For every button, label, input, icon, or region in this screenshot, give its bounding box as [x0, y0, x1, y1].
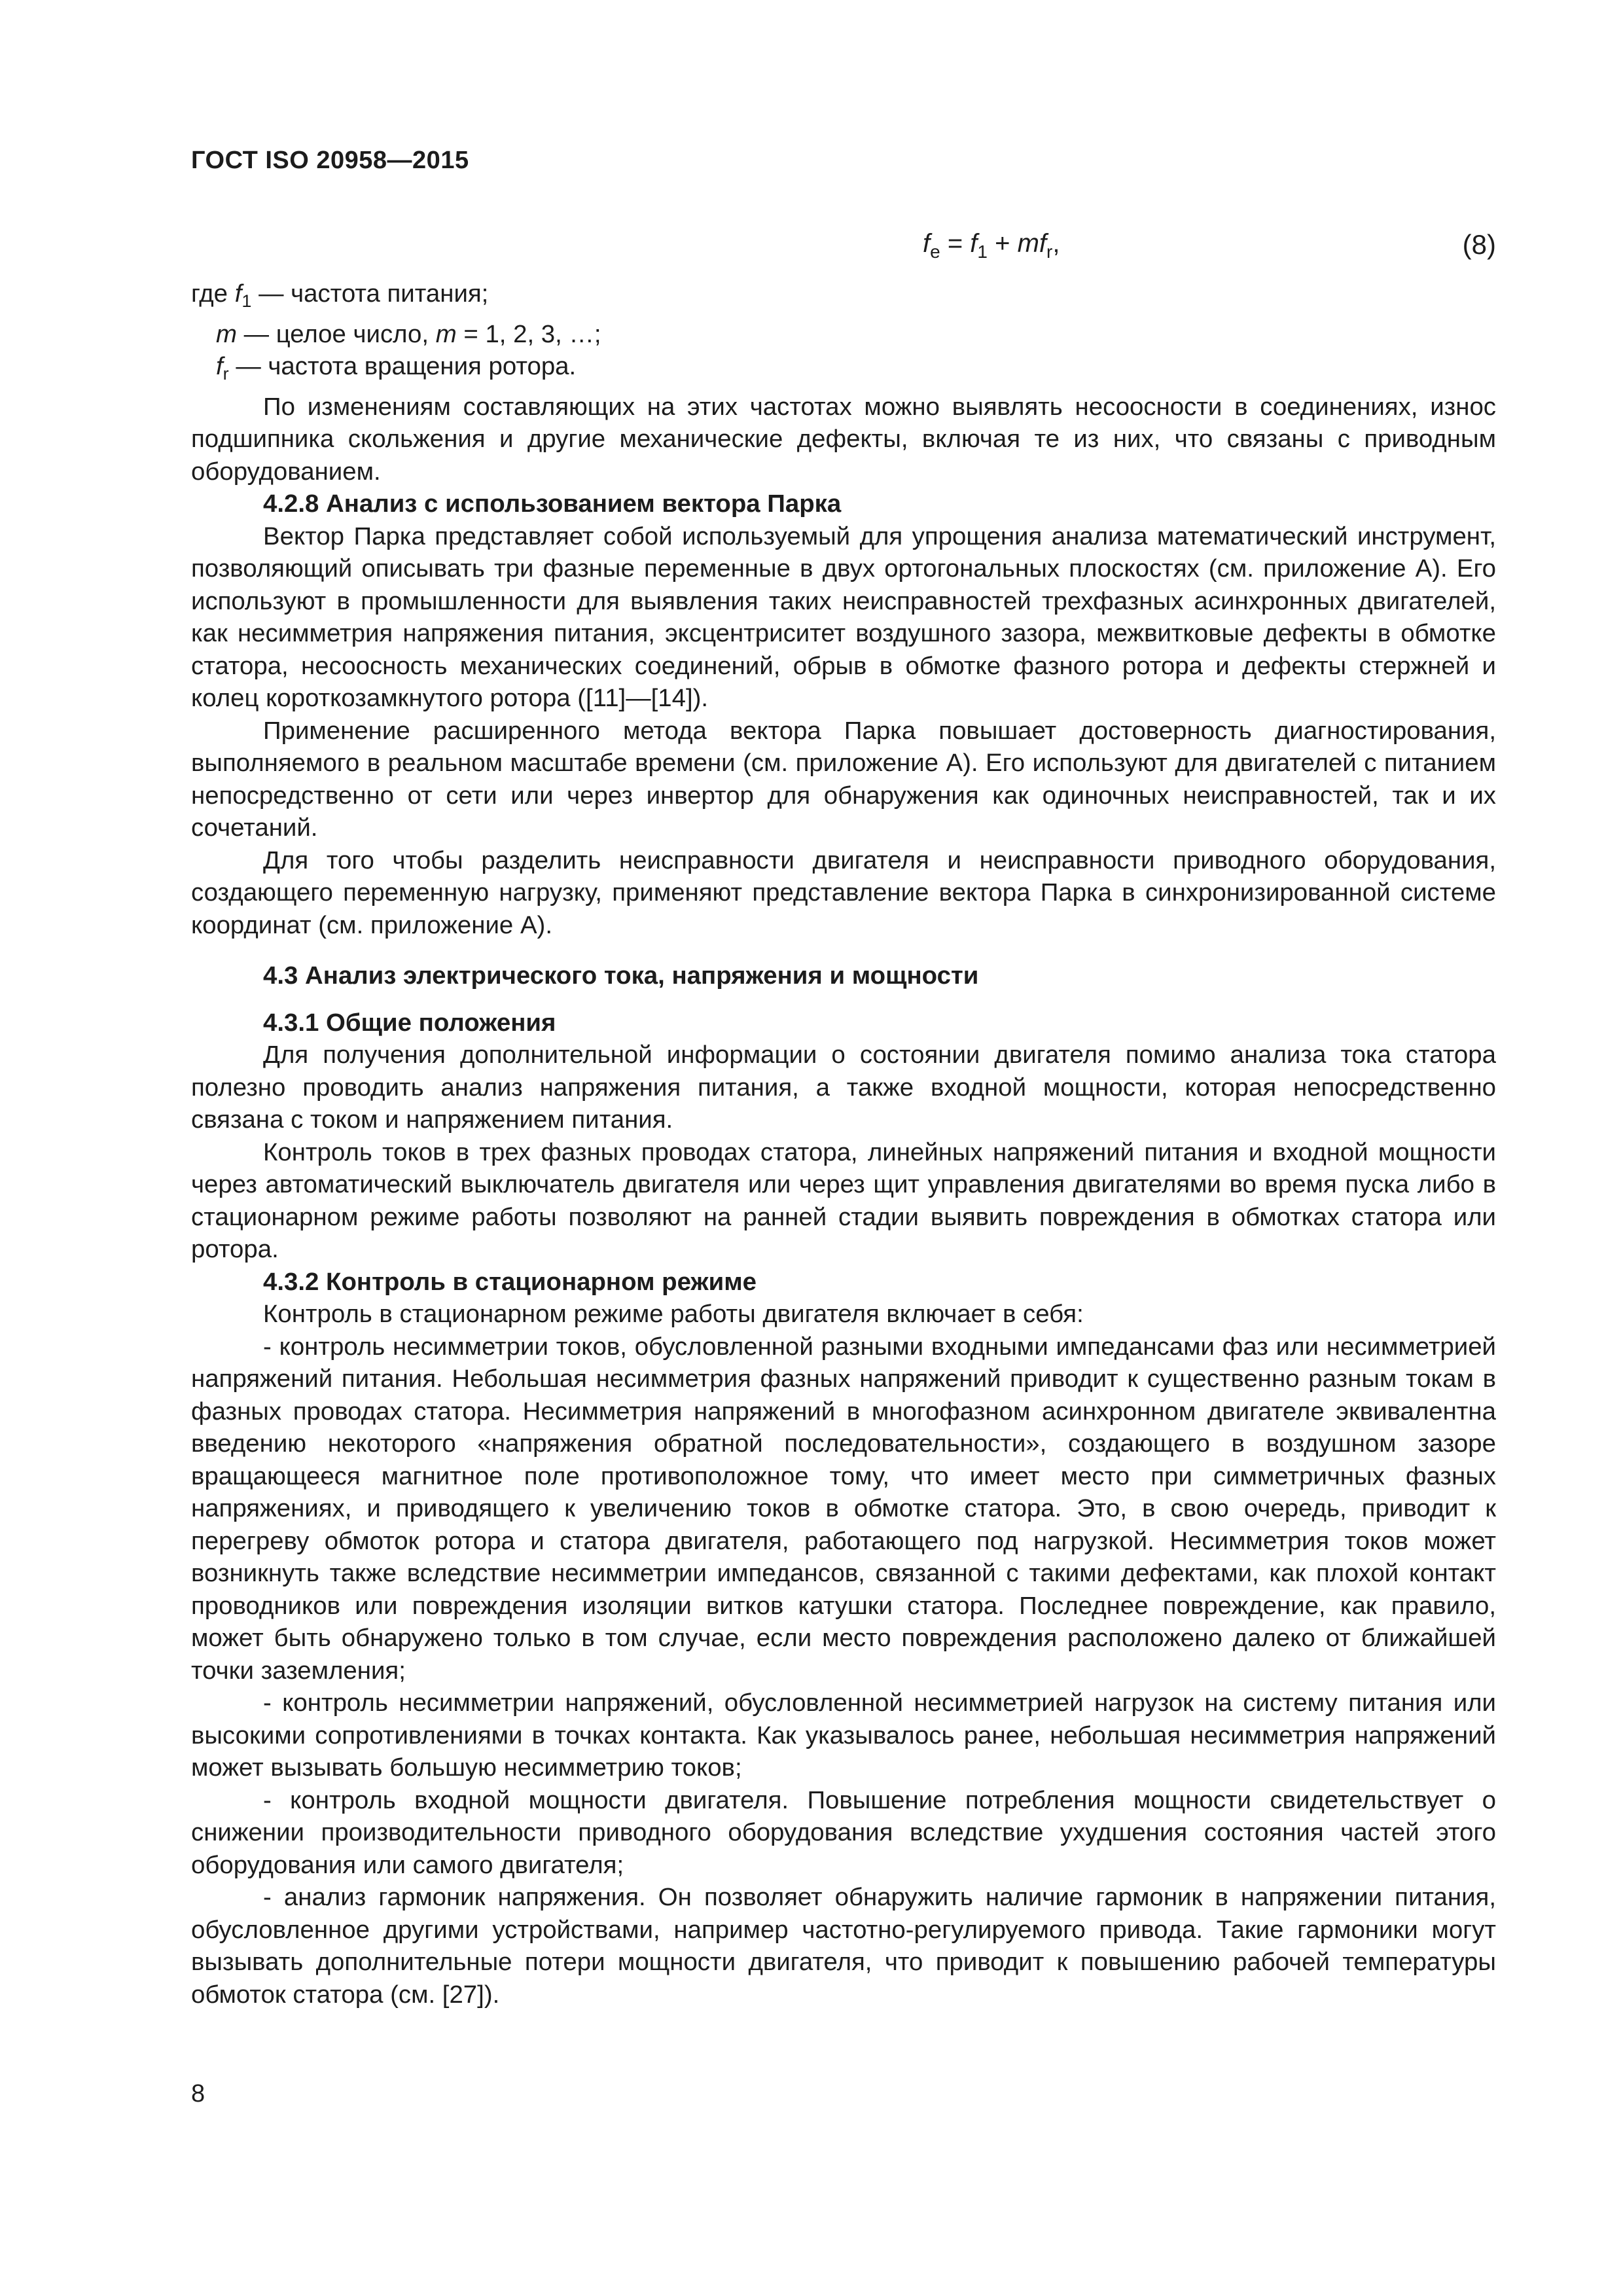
formula-f-1: f	[970, 229, 978, 258]
formula-equals: =	[940, 229, 971, 258]
paragraph: Применение расширенного метода вектора Парка повышает достоверность диагностирования, выполняемого в реальном масштабе времени (см. приложение А). Его используют для двигателей с питанием непосредственно от сети или через инвертор для обнаружения как одиночных неисправностей, так и их сочетаний.	[191, 716, 1496, 842]
legend-item-f1	[191, 278, 1496, 318]
formula-expression	[923, 229, 1060, 262]
equation-number: (8)	[1462, 229, 1496, 260]
legend-var-f1: f	[234, 279, 242, 308]
list-item: - контроль входной мощности двигателя. Повышение потребления мощности свидетельствует о снижении производительности приводного оборудования вследствие ухудшения состояния частей этого оборудования или самого двигателя;	[191, 1785, 1496, 1879]
formula-f-r: f	[1039, 229, 1047, 258]
formula-comma: ,	[1052, 229, 1060, 258]
formula-sub-e: e	[930, 242, 940, 262]
legend-var-m2: m	[435, 319, 457, 348]
legend-var-fr: f	[216, 352, 223, 380]
legend-text-f1: — частота питания;	[251, 279, 489, 308]
section-heading-4-3-2: 4.3.2 Контроль в стационарном режиме	[263, 1267, 757, 1296]
formula-m: m	[1017, 229, 1039, 258]
paragraph: Контроль в стационарном режиме работы двигателя включает в себя:	[263, 1300, 1084, 1328]
formula-plus: +	[988, 229, 1018, 258]
legend-sub-1: 1	[241, 291, 252, 311]
legend-mid-m: — целое число,	[236, 319, 436, 348]
section-heading-4-2-8: 4.2.8 Анализ с использованием вектора Парка	[263, 490, 842, 518]
legend-sub-r: r	[223, 364, 229, 384]
list-item: - контроль несимметрии напряжений, обусловленной несимметрией нагрузок на систему питания или высокими сопротивлениями в точках контакта. Как указывалось ранее, небольшая несимметрия напряжений может вызывать большую несимметрию токов;	[191, 1689, 1496, 1782]
paragraph: По изменениям составляющих на этих частотах можно выявлять несоосности в соединениях, износ подшипника скольжения и другие механические дефекты, включая те из них, что связаны с приводным оборудованием.	[191, 392, 1496, 486]
formula-f-e: f	[923, 229, 931, 258]
list-item: - контроль несимметрии токов, обусловленной разными входными импедансами фаз или несимметрией напряжений питания. Небольшая несимметрия фазных напряжений приводит к существенно разным токам в фазных проводах статора. Несимметрия напряжений в многофазном асинхронном двигателе эквивалентна введению некоторого «напряжения обратной последовательности», создающего в воздушном зазоре вращающееся магнитное поле противоположное тому, что имеет место при симметричных фазных напряжениях, и приводящего к увеличению токов в обмотке статора. Это, в свою очередь, приводит к перегреву обмоток ротора и статора двигателя, работающего под нагрузкой. Несимметрия токов может возникнуть также вследствие несимметрии импедансов, связанной с такими дефектами, как плохой контакт проводников или повреждения изоляции витков катушки статора. Последнее повреждение, как правило, может быть обнаружено только в том случае, если место повреждения расположено далеко от ближайшей точки заземления;	[191, 1332, 1496, 1685]
paragraph: Для получения дополнительной информации о состоянии двигателя помимо анализа тока статора полезно проводить анализ напряжения питания, а также входной мощности, которая непосредственно связана с током и напряжением питания.	[191, 1041, 1496, 1134]
legend-text-fr: — частота вращения ротора.	[228, 352, 577, 380]
legend-where: где	[191, 279, 235, 308]
paragraph: Вектор Парка представляет собой используемый для упрощения анализа математический инструмент, позволяющий описывать три фазные переменные в двух ортогональных плоскостях (см. приложение А). Его используют в промышленности для выявления таких неисправностей трехфазных асинхронных двигателей, как несимметрия напряжения питания, эксцентриситет воздушного зазора, межвитковые дефекты в обмотке статора, несоосность механических соединений, обрыв в обмотке фазного ротора и дефекты стержней и колец короткозамкнутого ротора ([11]—[14]).	[191, 522, 1496, 712]
page-number: 8	[191, 2080, 205, 2108]
section-heading-4-3: 4.3 Анализ электрического тока, напряжения и мощности	[263, 961, 979, 990]
document-body	[191, 278, 1496, 2011]
legend-item-m	[191, 318, 1496, 351]
paragraph: Для того чтобы разделить неисправности двигателя и неисправности приводного оборудования, создающего переменную нагрузку, применяют представление вектора Парка в синхронизированной системе координат (см. приложение А).	[191, 846, 1496, 939]
list-item: - анализ гармоник напряжения. Он позволяет обнаружить наличие гармоник в напряжении питания, обусловленное другими устройствами, например частотно-регулируемого привода. Такие гармоники могут вызывать дополнительные потери мощности двигателя, что приводит к повышению рабочей температуры обмоток статора (см. [27]).	[191, 1883, 1496, 2009]
formula-sub-r: r	[1046, 242, 1053, 262]
legend-item-fr	[191, 350, 1496, 391]
formula-sub-1: 1	[977, 242, 988, 262]
formula-8	[191, 229, 1496, 268]
document-header: ГОСТ ISO 20958—2015	[191, 147, 469, 174]
legend-text-m: = 1, 2, 3, …;	[456, 319, 601, 348]
paragraph: Контроль токов в трех фазных проводах статора, линейных напряжений питания и входной мощности через автоматический выключатель двигателя или через щит управления двигателями во время пуска либо в стационарном режиме работы позволяют на ранней стадии выявить повреждения в обмотках статора или ротора.	[191, 1138, 1496, 1263]
section-heading-4-3-1: 4.3.1 Общие положения	[263, 1008, 556, 1037]
legend-var-m: m	[216, 319, 237, 348]
